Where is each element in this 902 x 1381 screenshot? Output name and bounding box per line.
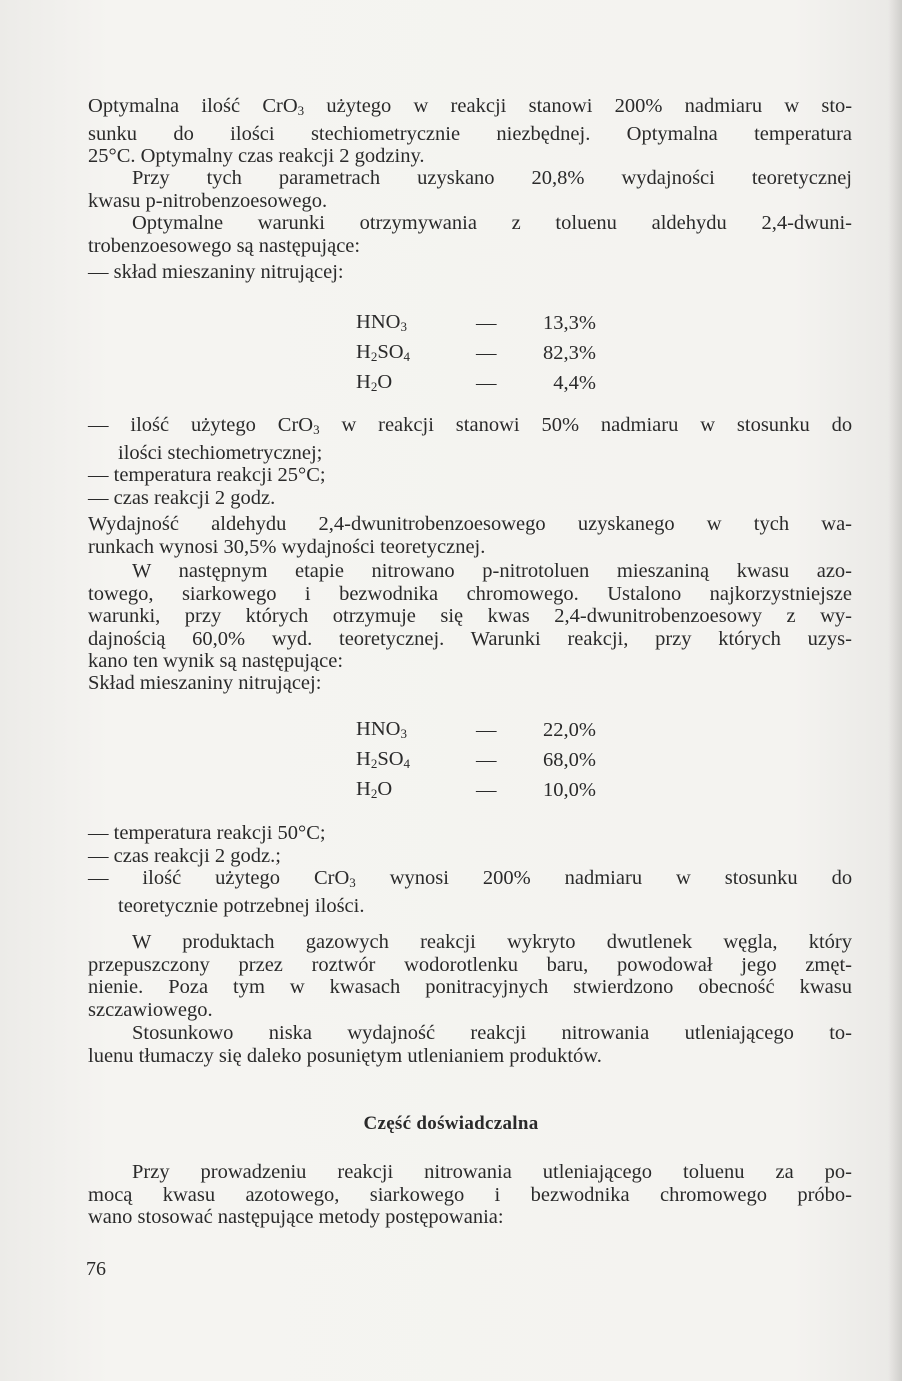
- paragraph-gaseous-products: [88, 931, 852, 1021]
- list-intro-mixture-1: [88, 261, 852, 284]
- percentage-value: 4,4%: [553, 371, 596, 394]
- text-line: luenu tłumaczy się daleko posuniętym utlenianiem produktów.: [88, 1044, 602, 1067]
- dash: —: [476, 311, 497, 334]
- paragraph-optimal-conditions: [88, 212, 852, 257]
- text-line: Przy tych parametrach uzyskano 20,8% wydajności teoretycznej: [132, 167, 852, 189]
- text-line: Stosunkowo niska wydajność reakcji nitrowania utleniającego to-: [132, 1022, 852, 1044]
- paragraph-optimal-cro3: [88, 95, 852, 168]
- nitrating-mixture-table-2: [356, 715, 596, 805]
- text-line: Wydajność aldehydu 2,4-dwunitrobenzoesowego uzyskanego w tych wa-: [88, 513, 852, 535]
- percentage-value: 82,3%: [543, 341, 596, 364]
- text-line: W produktach gazowych reakcji wykryto dwutlenek węgla, który: [132, 931, 852, 953]
- list-item-line: — czas reakcji 2 godz.;: [88, 844, 281, 867]
- text-line: szczawiowego.: [88, 998, 213, 1021]
- mixture-row: [356, 368, 596, 398]
- list-item-line: — czas reakcji 2 godz.: [88, 486, 276, 509]
- text-line: W następnym etapie nitrowano p-nitrotoluen mieszaniną kwasu azo-: [132, 560, 852, 582]
- text-line: Optymalna ilość CrO$_3$ użytego w reakcji stanowi 200% nadmiaru w sto-: [88, 95, 853, 118]
- list-intro-mixture-2: [88, 672, 852, 695]
- compound-name: $HNO_3$: [356, 311, 407, 334]
- text-line: towego, siarkowego i bezwodnika chromowego. Ustalono najkorzystniejsze: [88, 582, 852, 605]
- mixture-row: [356, 308, 596, 338]
- mixture-row: [356, 338, 596, 368]
- text-line: — skład mieszaniny nitrującej:: [88, 261, 344, 283]
- list-item-line: teoretycznie potrzebnej ilości.: [118, 894, 365, 917]
- list-item-line: ilości stechiometrycznej;: [118, 441, 323, 464]
- list-item-line: — ilość użytego CrO$_3$ wynosi 200% nadmiaru w stosunku do: [88, 867, 853, 891]
- dash: —: [476, 778, 497, 801]
- paragraph-next-stage: [88, 560, 852, 673]
- text-line: Skład mieszaniny nitrującej:: [88, 672, 322, 694]
- text-line: kano ten wynik są następujące:: [88, 650, 344, 673]
- paragraph-aldehyde-yield: [88, 513, 852, 558]
- percentage-value: 22,0%: [543, 718, 596, 741]
- mixture-row: [356, 745, 596, 775]
- percentage-value: 68,0%: [543, 748, 596, 771]
- text-line: Przy prowadzeniu reakcji nitrowania utleniającego toluenu za po-: [132, 1161, 852, 1183]
- compound-name: $H_2O$: [356, 371, 393, 394]
- nitrating-mixture-table-1: [356, 308, 596, 398]
- paragraph-experimental-methods: [88, 1161, 852, 1229]
- text-line: nienie. Poza tym w kwasach ponitracyjnych stwierdzono obecność kwasu: [88, 976, 852, 999]
- compound-name: $H_2SO_4$: [356, 341, 411, 364]
- conditions-list-1: [88, 414, 852, 509]
- dash: —: [476, 748, 497, 771]
- dash: —: [476, 371, 497, 394]
- percentage-value: 10,0%: [543, 778, 596, 801]
- list-item-line: — temperatura reakcji 25°C;: [88, 464, 326, 487]
- section-heading: Część doświadczalna: [363, 1113, 539, 1134]
- dash: —: [476, 341, 497, 364]
- list-item-line: — temperatura reakcji 50°C;: [88, 822, 326, 844]
- compound-name: $H_2SO_4$: [356, 748, 411, 771]
- text-line: 25°C. Optymalny czas reakcji 2 godziny.: [88, 145, 425, 168]
- compound-name: $HNO_3$: [356, 718, 407, 741]
- text-line: warunki, przy których otrzymuje się kwas 2,4-dwunitrobenzoesowy z wy-: [88, 605, 852, 628]
- paragraph-low-yield: [88, 1022, 852, 1067]
- mixture-row: [356, 715, 596, 745]
- list-item-line: — ilość użytego CrO$_3$ w reakcji stanowi 50% nadmiaru w stosunku do: [88, 414, 853, 437]
- text-line: wano stosować następujące metody postępowania:: [88, 1206, 504, 1229]
- text-line: kwasu p-nitrobenzoesowego.: [88, 189, 328, 212]
- text-line: trobenzoesowego są następujące:: [88, 234, 361, 257]
- percentage-value: 13,3%: [543, 311, 596, 334]
- text-line: Optymalne warunki otrzymywania z toluenu aldehydu 2,4-dwuni-: [132, 212, 852, 234]
- compound-name: $H_2O$: [356, 778, 393, 801]
- text-line: przepuszczony przez roztwór wodorotlenku baru, powodował jego zmęt-: [88, 953, 852, 976]
- paragraph-parameters-yield: [88, 167, 852, 212]
- text-line: runkach wynosi 30,5% wydajności teoretycznej.: [88, 535, 486, 558]
- dash: —: [476, 718, 497, 741]
- page-number: 76: [86, 1258, 106, 1280]
- mixture-row: [356, 775, 596, 805]
- text-line: sunku do ilości stechiometrycznie niezbędnej. Optymalna temperatura: [88, 122, 852, 145]
- text-line: dajnością 60,0% wyd. teoretycznej. Warunki reakcji, przy których uzys-: [88, 627, 852, 650]
- text-line: mocą kwasu azotowego, siarkowego i bezwodnika chromowego próbo-: [88, 1183, 852, 1206]
- conditions-list-2: [88, 822, 852, 917]
